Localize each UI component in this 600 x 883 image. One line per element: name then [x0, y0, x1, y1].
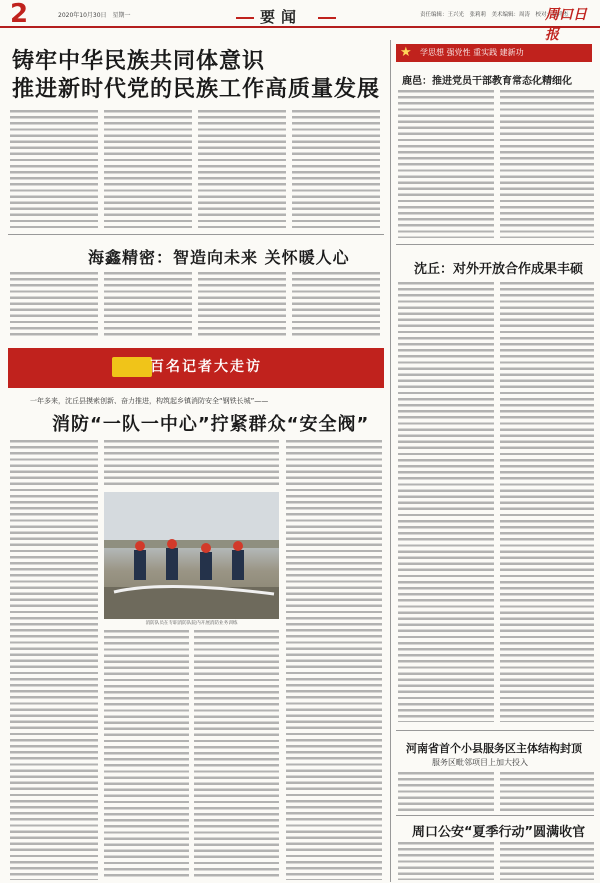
section-bar-right	[318, 17, 336, 19]
henan-body-column	[398, 772, 494, 812]
fire-body-column	[286, 440, 382, 880]
study-banner: 学思想 强党性 重实践 建新功	[396, 44, 592, 62]
section-name: 要闻	[260, 8, 303, 26]
sea-story-headline: 海鑫精密：智造向未来 关怀暖人心	[88, 248, 350, 267]
page-number: 2	[10, 0, 29, 29]
sea-body-column	[104, 272, 192, 338]
henan-headline: 河南省首个小县服务区主体结构封顶	[406, 742, 582, 755]
reporter-banner-title: 百名记者大走访	[150, 359, 262, 375]
sea-body-column	[10, 272, 98, 338]
shenqiu-body-column	[500, 282, 594, 722]
lead-headline-line2: 推进新时代党的民族工作高质量发展	[12, 76, 381, 102]
fire-body-column	[194, 630, 279, 880]
reporter-badge	[112, 357, 152, 377]
lead-body-column	[10, 110, 98, 228]
study-subhead: 鹿邑：推进党员干部教育常态化精细化	[402, 76, 572, 87]
henan-subhead: 服务区毗邻项目上加大投入	[432, 758, 528, 767]
newspaper-logo: 周口日报	[545, 7, 587, 43]
lead-headline-line1: 铸牢中华民族共同体意识	[12, 48, 266, 74]
fire-body-column	[10, 440, 98, 880]
fire-kicker: 一年多来，沈丘县摸索创新、奋力推进，构筑起乡镇消防安全“钢铁长城”——	[30, 397, 269, 405]
police-body-column	[500, 842, 594, 880]
star-icon: ★	[400, 45, 412, 60]
fire-headline: 消防“一队一中心”拧紧群众“安全阀”	[52, 414, 370, 435]
sea-body-column	[292, 272, 380, 338]
photo-caption: 消防队员在专职消防队院内开展消防业务训练	[145, 621, 238, 626]
lead-body-column	[292, 110, 380, 228]
section-bar-left	[236, 17, 254, 19]
fire-drill-photo	[104, 492, 279, 619]
firefighters-illustration	[104, 492, 279, 619]
section-rule	[396, 815, 594, 816]
henan-body-column	[500, 772, 594, 812]
lead-body-column	[104, 110, 192, 228]
police-headline: 周口公安“夏季行动”圆满收官	[412, 825, 586, 840]
sea-body-column	[198, 272, 286, 338]
lead-body-column	[198, 110, 286, 228]
shenqiu-body-column	[398, 282, 494, 722]
issue-date: 2020年10月30日 星期一	[58, 12, 131, 19]
section-rule	[8, 234, 384, 235]
study-body-column	[500, 90, 594, 238]
section-rule	[396, 730, 594, 731]
editors-credit: 责任编辑：王兴光 张莉莉 美术编辑：周涛 校对：赵祥杰	[420, 12, 569, 18]
section-rule	[396, 244, 594, 245]
fire-body-column	[104, 440, 279, 488]
column-divider	[390, 40, 391, 882]
police-body-column	[398, 842, 494, 880]
masthead	[0, 0, 600, 43]
shenqiu-headline: 沈丘：对外开放合作成果丰硕	[414, 262, 584, 277]
study-body-column	[398, 90, 494, 238]
fire-body-column	[104, 630, 189, 880]
